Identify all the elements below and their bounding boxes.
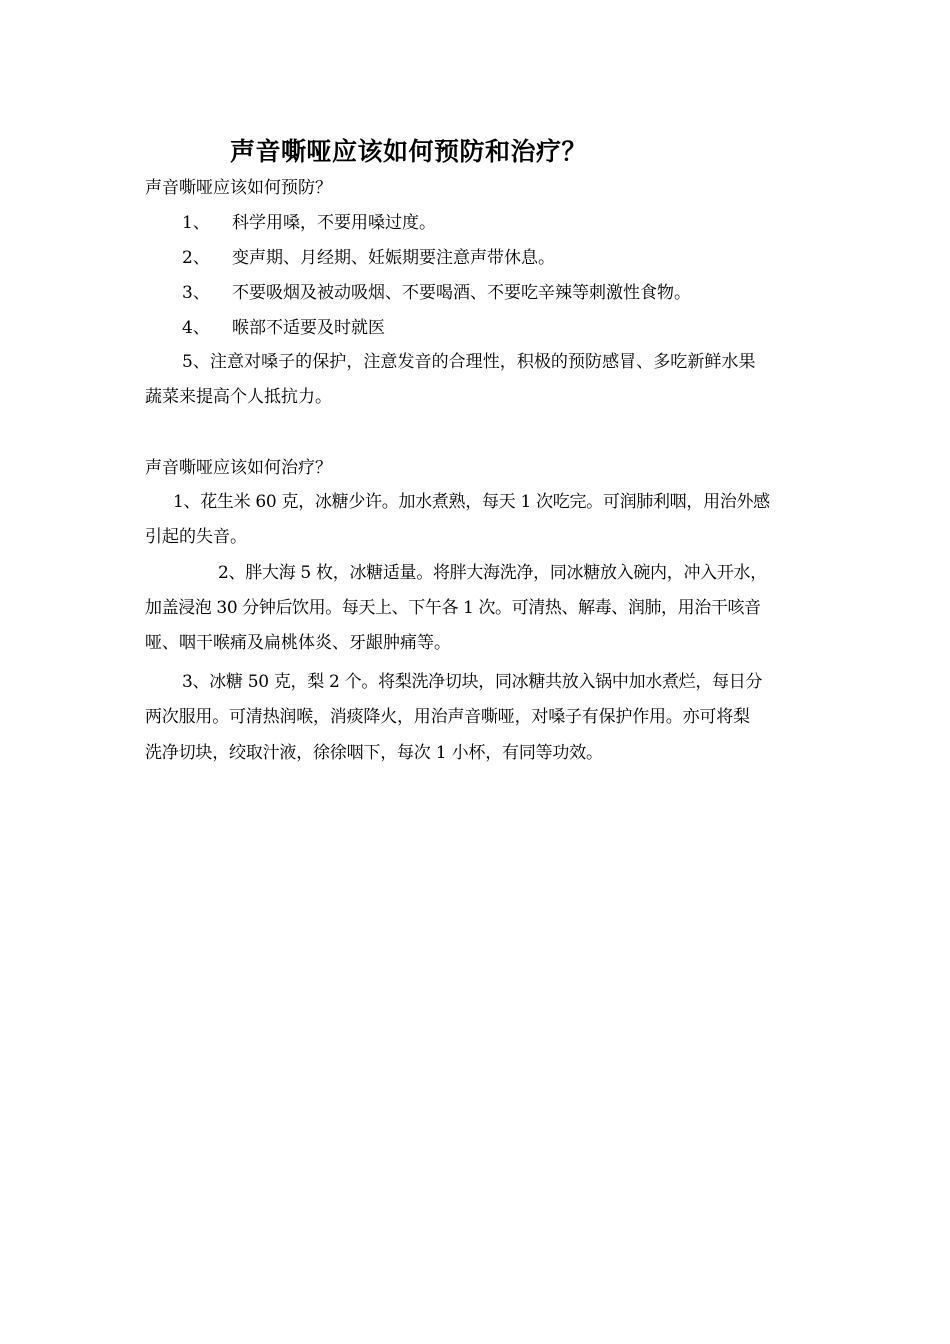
remedy-3-line-1: 3、冰糖 50 克，梨 2 个。将梨洗净切块，同冰糖共放入锅中加水煮烂，每日分 (182, 672, 763, 692)
remedy-3-line-3: 洗净切块，绞取汁液，徐徐咽下，每次 1 小杯，有同等功效。 (145, 743, 603, 763)
remedy-1-line-1: 1、花生米 60 克，冰糖少许。加水煮熟，每天 1 次吃完。可润肺利咽，用治外感 (173, 492, 770, 512)
prevention-item-5-line-1: 5、注意对嗓子的保护，注意发音的合理性，积极的预防感冒、多吃新鲜水果 (182, 352, 756, 372)
item-text: 喉部不适要及时就医 (232, 318, 385, 338)
prevention-item-2 (182, 246, 555, 270)
prevention-item-3 (182, 281, 691, 305)
item-number: 1、 (182, 213, 210, 233)
remedy-3-line-2: 两次服用。可清热润喉，消痰降火，用治声音嘶哑，对嗓子有保护作用。亦可将梨 (145, 707, 750, 727)
treatment-heading: 声音嘶哑应该如何治疗？ (145, 458, 332, 478)
remedy-2-line-3: 哑、咽干喉痛及扁桃体炎、牙龈肿痛等。 (145, 633, 451, 653)
item-text: 科学用嗓，不要用嗓过度。 (232, 213, 436, 233)
prevention-heading: 声音嘶哑应该如何预防？ (145, 178, 332, 198)
remedy-2-line-2: 加盖浸泡 30 分钟后饮用。每天上、下午各 1 次。可清热、解毒、润肺，用治干咳音 (145, 598, 761, 618)
item-text: 变声期、月经期、妊娠期要注意声带休息。 (232, 248, 555, 268)
remedy-2-line-1: 2、胖大海 5 枚，冰糖适量。将胖大海洗净，同冰糖放入碗内，冲入开水， (218, 563, 767, 583)
prevention-item-4 (182, 316, 385, 340)
remedy-1-line-2: 引起的失音。 (145, 527, 247, 547)
item-number: 3、 (182, 283, 210, 303)
document-title: 声音嘶哑应该如何预防和治疗？ (230, 137, 588, 166)
prevention-item-5-line-2: 蔬菜来提高个人抵抗力。 (145, 387, 332, 407)
item-text: 不要吸烟及被动吸烟、不要喝酒、不要吃辛辣等刺激性食物。 (232, 283, 691, 303)
item-number: 2、 (182, 248, 210, 268)
item-number: 4、 (182, 318, 210, 338)
prevention-item-1 (182, 211, 436, 235)
